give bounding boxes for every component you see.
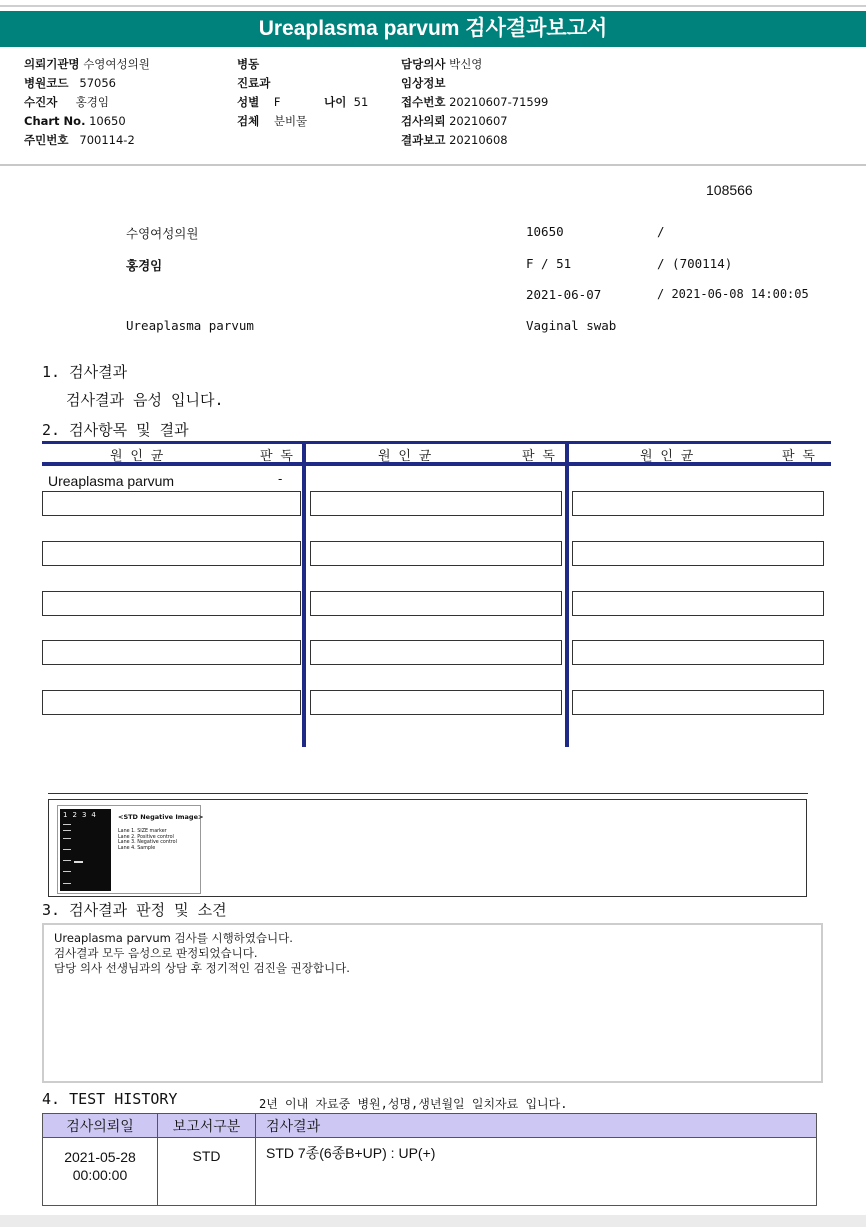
report-title: Ureaplasma parvum 검사결과보고서 (0, 11, 866, 47)
gel-legend-item: Lane 4. Sample (118, 845, 156, 851)
result-box (572, 541, 824, 566)
opinion-line: 검사결과 모두 음성으로 판정되었습니다. (54, 946, 258, 960)
section1-title: 1. 검사결과 (42, 363, 128, 381)
gel-figure (57, 805, 204, 894)
age-value: 51 (353, 95, 369, 109)
lane-number: 3 (81, 811, 92, 819)
specimen-value: 분비물 (273, 114, 308, 128)
info-test-name: Ureaplasma parvum (126, 318, 254, 333)
history-time: 00:00:00 (72, 1167, 128, 1183)
receipt-label: 접수번호 (401, 95, 446, 109)
doctor-value: 박신영 (449, 57, 483, 71)
result-box (42, 591, 301, 616)
age-label: 나이 (324, 95, 347, 109)
history-type: STD (158, 1138, 256, 1206)
dept-label: 진료과 (237, 76, 271, 90)
request-label: 검사의뢰 (401, 114, 446, 128)
result-box (42, 541, 301, 566)
code-value: 57056 (79, 76, 116, 90)
info-clinic: 수영여성의원 (126, 226, 199, 241)
section4-title: 4. TEST HISTORY (42, 1090, 178, 1108)
sex-value: F (273, 95, 281, 109)
gel-band (63, 824, 71, 825)
info-birth: / (700114) (657, 256, 733, 271)
result-box (42, 640, 301, 665)
info-specimen: Vaginal swab (526, 318, 617, 333)
receipt-value: 20210607-71599 (449, 95, 549, 109)
gel-band (63, 860, 71, 861)
history-col-date: 검사의뢰일 (43, 1114, 158, 1138)
doctor-label: 담당의사 (401, 57, 446, 71)
section3-title: 3. 검사결과 판정 및 소견 (42, 901, 227, 919)
section2-title: 2. 검사항목 및 결과 (42, 421, 189, 439)
gel-legend-item: Lane 2. Positive control (118, 834, 174, 840)
clinical-label: 임상정보 (401, 76, 446, 90)
id-value: 700114-2 (79, 133, 135, 147)
info-slash: / (657, 224, 665, 239)
info-chart: 10650 (526, 224, 564, 239)
history-date-cell (43, 1138, 158, 1206)
info-patient: 홍경임 (126, 258, 163, 273)
sex-label: 성별 (237, 95, 260, 109)
result-box (572, 591, 824, 616)
table-row (43, 1138, 817, 1206)
clinic-value: 수영여성의원 (83, 57, 150, 71)
patient-label: 수진자 (24, 95, 58, 109)
opinion-box (42, 923, 823, 1083)
result-item-organism: Ureaplasma parvum (48, 473, 175, 489)
report-number: 108566 (706, 182, 753, 198)
info-sex-age: F / 51 (526, 256, 572, 271)
results-divider-1 (302, 441, 306, 747)
result-box (310, 640, 562, 665)
code-label: 병원코드 (24, 76, 69, 90)
history-col-result: 검사결과 (256, 1114, 817, 1138)
history-col-type: 보고서구분 (158, 1114, 256, 1138)
clinic-label: 의뢰기관명 (24, 57, 80, 71)
history-result: STD 7종(6종B+UP) : UP(+) (256, 1138, 817, 1206)
lane-number: 1 (63, 811, 73, 819)
result-box (572, 491, 824, 516)
gel-band (74, 861, 83, 863)
col-judgement-2: 판 독 (522, 449, 555, 464)
gel-legend (118, 829, 177, 851)
header-col-1 (24, 56, 150, 148)
result-item-judgement: - (278, 471, 283, 486)
opinion-line: 담당 의사 선생님과의 상담 후 정기적인 검진을 권장합니다. (54, 961, 350, 975)
request-value: 20210607 (449, 114, 508, 128)
gel-band (63, 871, 71, 872)
gel-band (63, 838, 71, 839)
info-report-datetime: / 2021-06-08 14:00:05 (657, 287, 809, 301)
lane-number: 4 (91, 811, 101, 819)
result-box (42, 491, 301, 516)
col-organism-2: 원 인 균 (378, 449, 432, 464)
result-box (42, 690, 301, 715)
info-request-date: 2021-06-07 (526, 287, 602, 302)
gel-image (60, 809, 111, 891)
section1-result: 검사결과 음성 입니다. (66, 391, 224, 409)
specimen-label: 검체 (237, 114, 260, 128)
gel-top-rule (48, 793, 808, 794)
col-organism-1: 원 인 균 (110, 449, 164, 464)
col-organism-3: 원 인 균 (640, 449, 694, 464)
col-judgement-3: 판 독 (782, 449, 815, 464)
result-box (310, 690, 562, 715)
gel-legend-item: Lane 3. Negative control (118, 840, 177, 845)
lane-number: 2 (72, 811, 82, 819)
report-value: 20210608 (449, 133, 508, 147)
patient-value: 홍경임 (75, 95, 109, 109)
history-header-row (43, 1114, 817, 1138)
history-table (42, 1113, 817, 1206)
results-divider-2 (565, 441, 569, 747)
opinion-line: Ureaplasma parvum 검사를 시행하였습니다. (54, 931, 293, 945)
header-divider (0, 164, 866, 166)
chart-value: 10650 (89, 114, 126, 128)
result-box (572, 690, 824, 715)
col-judgement-1: 판 독 (260, 449, 293, 464)
bottom-bar (0, 1215, 866, 1227)
header-col-2 (237, 56, 368, 129)
history-date: 2021-05-28 (64, 1149, 136, 1165)
gel-legend-item: Lane 1. SIZE marker (118, 829, 167, 834)
gel-band (63, 849, 71, 850)
result-box (572, 640, 824, 665)
result-box (310, 591, 562, 616)
id-label: 주민번호 (24, 133, 69, 147)
top-rule (0, 5, 866, 7)
gel-title: <STD Negative Image> (118, 813, 204, 821)
result-box (310, 491, 562, 516)
header-col-3 (401, 56, 548, 148)
results-top-rule (42, 441, 831, 444)
report-label: 결과보고 (401, 133, 446, 147)
ward-label: 병동 (237, 57, 260, 71)
history-note: 2년 이내 자료중 병원,성명,생년월일 일치자료 입니다. (259, 1097, 568, 1111)
gel-band (63, 883, 71, 884)
result-box (310, 541, 562, 566)
gel-band (63, 830, 71, 831)
chart-label: Chart No. (24, 114, 86, 128)
